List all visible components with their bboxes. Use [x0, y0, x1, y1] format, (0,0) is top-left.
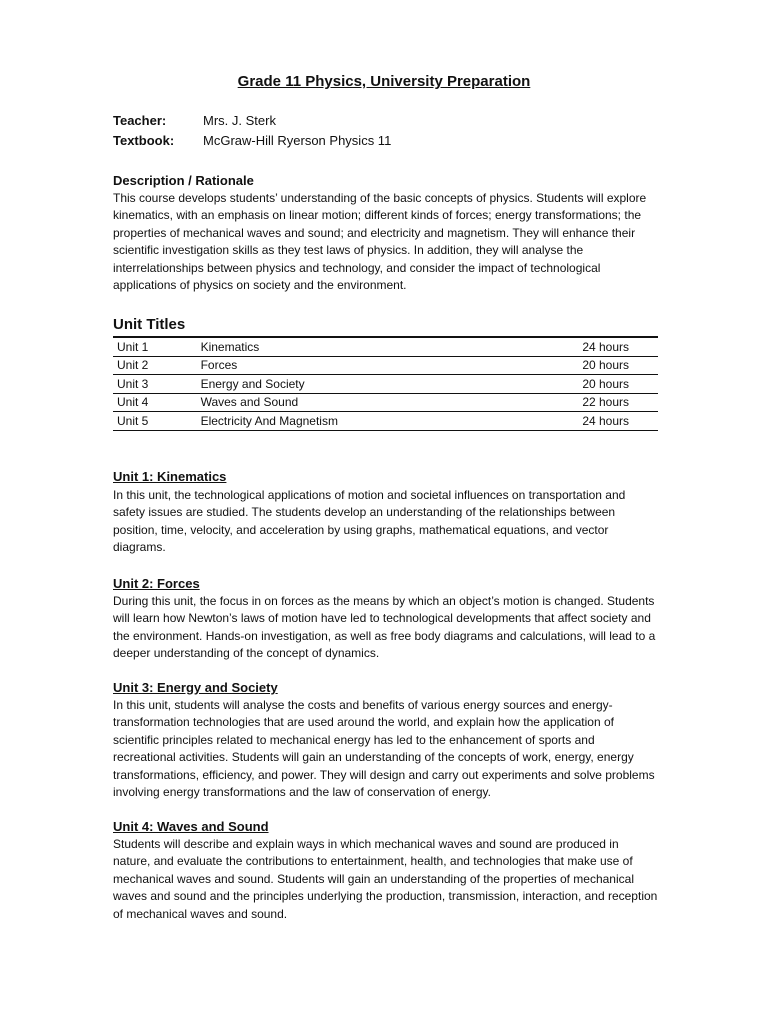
hours-cell: 22 hours [578, 393, 658, 412]
unit-name-cell: Waves and Sound [197, 393, 579, 412]
description-heading: Description / Rationale [113, 173, 254, 188]
unit-cell: Unit 4 [113, 393, 197, 412]
table-row [113, 412, 658, 431]
unit-3-text: In this unit, students will analyse the costs and benefits of various energy sources and energy-transformation technologies that are used around the world, and explain how the application of scientific principles related to mechanical energy has led to the enhancement of sports and recreational activities. Students will gain an understanding of the concepts of work, energy, energy transformations, efficiency, and power. They will design and carry out experiments and solve problems involving energy transformations and the law of conservation of energy. [113, 698, 655, 800]
unit-3-heading: Unit 3: Energy and Society [113, 680, 278, 695]
hours-cell: 24 hours [578, 337, 658, 356]
unit-4-text: Students will describe and explain ways in which mechanical waves and sound are produced in nature, and evaluate the contributions to entertainment, health, and technologies that make use of mechanical waves and sound. Students will gain an understanding of the properties of mechanical waves and sound and the principles underlying the production, transmission, interaction, and reception of mechanical waves and sound. [113, 837, 658, 921]
unit-cell: Unit 2 [113, 356, 197, 375]
unit-titles-heading: Unit Titles [113, 316, 186, 333]
unit-cell: Unit 3 [113, 375, 197, 394]
hours-cell: 20 hours [578, 375, 658, 394]
unit-2-text: During this unit, the focus in on forces as the means by which an object’s motion is changed. Students will learn how Newton’s laws of motion have led to technological developments that affect society and the environment. Hands-on investigation, as well as free body diagrams and calculations, will lead to a deeper understanding of the concept of dynamics. [113, 594, 656, 661]
textbook-label: Textbook: [113, 133, 175, 148]
unit-titles-table [113, 336, 658, 431]
unit-name-cell: Forces [197, 356, 579, 375]
unit-2-heading: Unit 2: Forces [113, 576, 200, 591]
unit-cell: Unit 5 [113, 412, 197, 431]
unit-name-cell: Electricity And Magnetism [197, 412, 579, 431]
unit-name-cell: Energy and Society [197, 375, 579, 394]
page-title: Grade 11 Physics, University Preparation [237, 73, 531, 90]
unit-1-heading: Unit 1: Kinematics [113, 469, 227, 484]
unit-4-heading: Unit 4: Waves and Sound [113, 819, 269, 834]
teacher-row [113, 113, 276, 128]
hours-cell: 20 hours [578, 356, 658, 375]
teacher-value: Mrs. J. Sterk [203, 113, 276, 128]
unit-cell: Unit 1 [113, 337, 197, 356]
table-row [113, 393, 658, 412]
table-row [113, 356, 658, 375]
hours-cell: 24 hours [578, 412, 658, 431]
table-row [113, 375, 658, 394]
textbook-row [113, 133, 391, 148]
textbook-value: McGraw-Hill Ryerson Physics 11 [203, 133, 392, 148]
unit-name-cell: Kinematics [197, 337, 579, 356]
description-text: This course develops students’ understanding of the basic concepts of physics. Students will explore kinematics, with an emphasis on linear motion; different kinds of forces; energy transformations; the properties of mechanical waves and sound; and electricity and magnetism. They will enhance their scientific investigation skills as they test laws of physics. In addition, they will analyse the interrelationships between physics and technology, and consider the impact of technological applications of physics on society and the environment. [113, 191, 647, 293]
teacher-label: Teacher: [113, 113, 167, 128]
unit-1-text: In this unit, the technological applications of motion and societal influences on transportation and safety issues are studied. The students develop an understanding of the relationships between position, time, velocity, and acceleration by using graphs, mathematical equations, and vector diagrams. [113, 488, 626, 555]
table-row [113, 337, 658, 356]
